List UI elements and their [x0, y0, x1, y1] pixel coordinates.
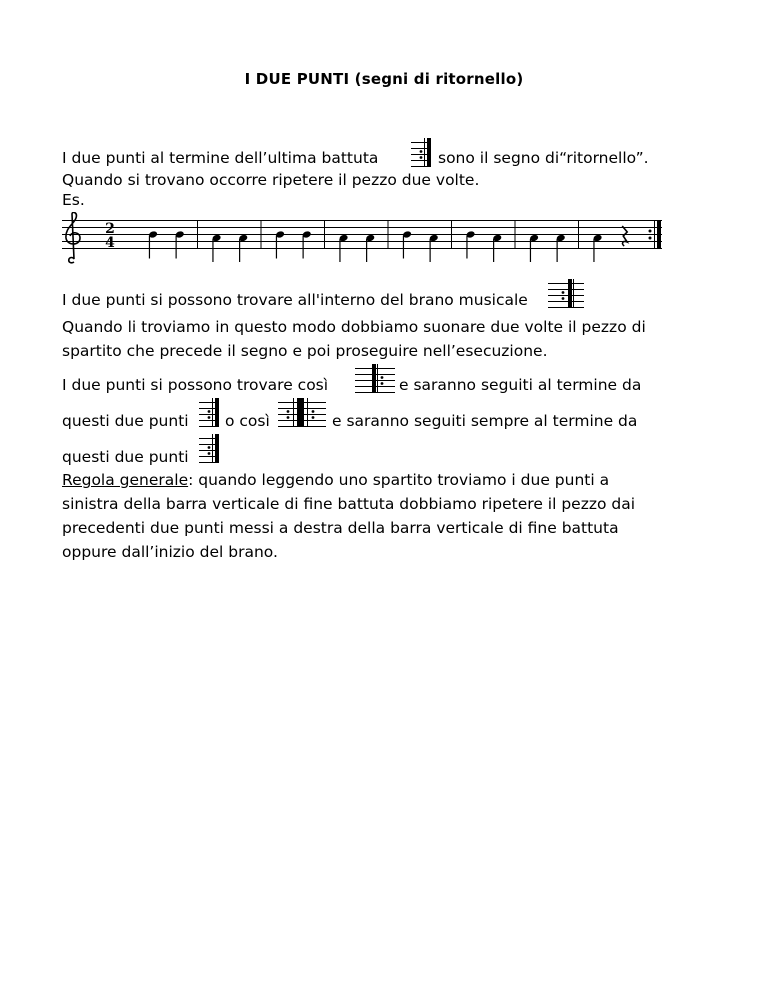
para2-line3: spartito che precede il segno e poi proseguire nell’esecuzione. — [62, 342, 548, 360]
quarter-note — [529, 234, 539, 262]
repeat-end-sign-icon — [411, 136, 435, 168]
rule-line3: precedenti due punti messi a destra della barra verticale di fine battuta — [62, 519, 619, 537]
time-sig-numerator: 2 — [105, 221, 115, 237]
quarter-note — [302, 230, 312, 258]
repeat-start-sign-icon — [548, 277, 584, 309]
treble-clef-icon — [66, 212, 80, 262]
para3-line2a: questi due punti — [62, 412, 189, 430]
quarter-note — [339, 234, 349, 262]
para1-line1a: I due punti al termine dell’ultima battuta — [62, 149, 379, 167]
rule-label: Regola generale — [62, 471, 189, 489]
rule-line2: sinistra della barra verticale di fine battuta dobbiamo ripetere il pezzo dai — [62, 495, 636, 513]
para3-line1b: e saranno seguiti al termine da — [399, 376, 642, 394]
quarter-note — [402, 230, 412, 258]
quarter-note — [238, 234, 248, 262]
double-repeat-sign-icon — [278, 396, 326, 428]
quarter-note — [275, 230, 285, 258]
quarter-note — [429, 234, 439, 262]
repeat-end-sign-icon — [199, 396, 223, 428]
quarter-note — [556, 234, 566, 262]
rule-line4: oppure dall’inizio del brano. — [62, 543, 278, 561]
para3-line2c: e saranno seguiti sempre al termine da — [332, 412, 638, 430]
quarter-note — [593, 234, 603, 262]
page-title: I DUE PUNTI (segni di ritornello) — [244, 70, 524, 88]
para1-line1b: sono il segno di“ritornello”. — [438, 149, 649, 167]
para1-line2: Quando si trovano occorre ripetere il pezzo due volte. — [62, 171, 480, 189]
quarter-rest-icon — [622, 226, 627, 246]
para3-line3: questi due punti — [62, 448, 189, 466]
para2-line1: I due punti si possono trovare all'interno del brano musicale — [62, 291, 528, 309]
quarter-note — [466, 230, 476, 258]
quarter-note — [148, 230, 158, 258]
repeat-start-sign-icon — [355, 362, 395, 394]
rule-line1 — [62, 470, 609, 490]
quarter-note — [212, 234, 222, 262]
music-staff — [62, 212, 672, 266]
para2-line2: Quando li troviamo in questo modo dobbiamo suonare due volte il pezzo di — [62, 318, 646, 336]
para3-line2b: o così — [225, 412, 270, 430]
quarter-note — [365, 234, 375, 262]
quarter-note — [492, 234, 502, 262]
rule-line1-rest: : quando leggendo uno spartito troviamo i due punti a — [188, 471, 610, 489]
example-label: Es. — [62, 191, 85, 209]
time-sig-denominator: 4 — [105, 235, 115, 251]
para3-line1a: I due punti si possono trovare così — [62, 376, 329, 394]
quarter-note — [175, 230, 185, 258]
repeat-end-sign-icon — [199, 432, 223, 464]
